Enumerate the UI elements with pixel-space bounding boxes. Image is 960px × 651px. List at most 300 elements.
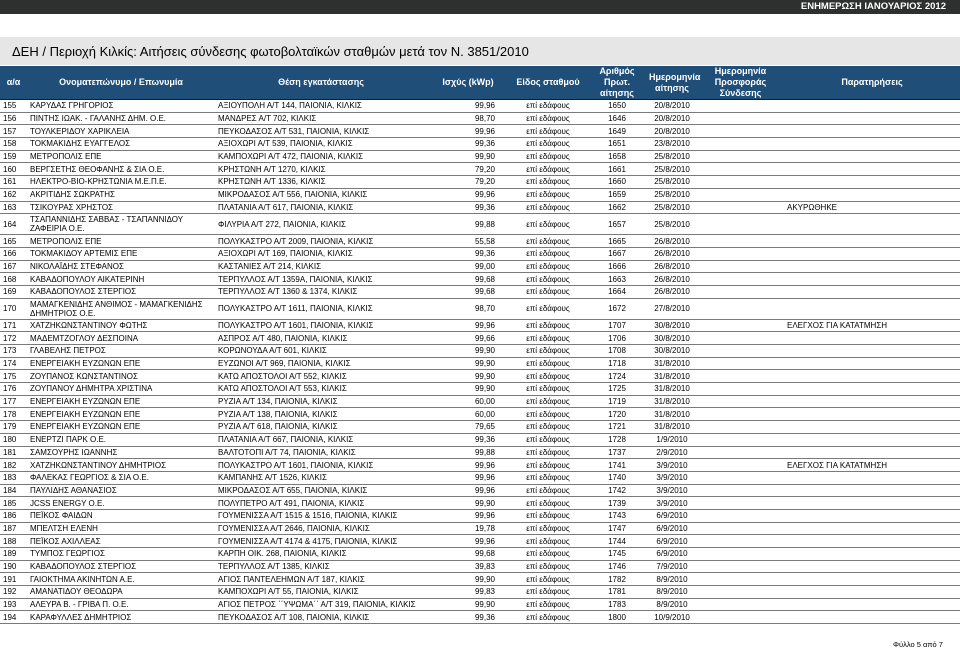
cell-name: ΑΛΕΥΡΑ Β. - ΓΡΙΒΑ Π. Ο.Ε.: [27, 598, 215, 611]
cell-application-date: 31/8/2010: [647, 421, 697, 434]
cell-offer-date: [697, 471, 784, 484]
cell-power: 99,96: [427, 188, 509, 201]
cell-station-type: επί εδάφους: [509, 497, 587, 510]
cell-aa: 175: [0, 370, 27, 383]
cell-name: ΠΙΝΤΗΣ ΙΩΑΚ. - ΓΑΛΑΝΗΣ ΔΗΜ. Ο.Ε.: [27, 112, 215, 125]
cell-power: 60,00: [427, 408, 509, 421]
cell-station-type: επί εδάφους: [509, 150, 587, 163]
cell-power: 99,88: [427, 214, 509, 235]
cell-name: ΓΛΑΒΕΛΗΣ ΠΕΤΡΟΣ: [27, 345, 215, 358]
cell-protocol-number: 1781: [587, 586, 647, 599]
cell-application-date: 3/9/2010: [647, 497, 697, 510]
cell-name: ΚΑΡΥΔΑΣ ΓΡΗΓΟΡΙΟΣ: [27, 100, 215, 113]
cell-power: 99,90: [427, 370, 509, 383]
cell-power: 98,70: [427, 112, 509, 125]
cell-offer-date: [697, 408, 784, 421]
cell-power: 99,96: [427, 484, 509, 497]
cell-location: ΑΣΠΡΟΣ Α/Τ 480, ΠΑΙΟΝΙΑ, ΚΙΛΚΙΣ: [215, 332, 427, 345]
cell-notes: [784, 357, 960, 370]
cell-application-date: 6/9/2010: [647, 522, 697, 535]
cell-location: ΚΑΜΠΑΝΗΣ Α/Τ 1526, ΚΙΛΚΙΣ: [215, 471, 427, 484]
cell-name: ΚΑΡΑΦΥΛΛΕΣ ΔΗΜΗΤΡΙΟΣ: [27, 611, 215, 624]
cell-station-type: επί εδάφους: [509, 112, 587, 125]
cell-location: ΜΙΚΡΟΔΑΣΟΣ Α/Τ 556, ΠΑΙΟΝΙΑ, ΚΙΛΚΙΣ: [215, 188, 427, 201]
cell-power: 99,90: [427, 150, 509, 163]
cell-power: 99,68: [427, 548, 509, 561]
cell-power: 99,68: [427, 273, 509, 286]
cell-notes: [784, 285, 960, 298]
cell-station-type: επί εδάφους: [509, 235, 587, 248]
cell-application-date: 7/9/2010: [647, 560, 697, 573]
cell-power: 99,36: [427, 201, 509, 214]
table-body: [0, 100, 960, 624]
cell-application-date: 6/9/2010: [647, 535, 697, 548]
cell-power: 99,90: [427, 598, 509, 611]
cell-location: ΓΟΥΜΕΝΙΣΣΑ Α/Τ 1515 & 1516, ΠΑΙΟΝΙΑ, ΚΙΛΚΙΣ: [215, 509, 427, 522]
cell-name: JCSS ENERGY Ο.Ε.: [27, 497, 215, 510]
cell-protocol-number: 1658: [587, 150, 647, 163]
cell-aa: 187: [0, 522, 27, 535]
cell-application-date: 26/8/2010: [647, 273, 697, 286]
cell-station-type: επί εδάφους: [509, 446, 587, 459]
cell-station-type: επί εδάφους: [509, 586, 587, 599]
cell-location: ΚΑΣΤΑΝΙΕΣ Α/Τ 214, ΚΙΛΚΙΣ: [215, 260, 427, 273]
cell-notes: [784, 163, 960, 176]
cell-station-type: επί εδάφους: [509, 573, 587, 586]
cell-aa: 178: [0, 408, 27, 421]
cell-location: ΠΕΥΚΟΔΑΣΟΣ Α/Τ 531, ΠΑΙΟΝΙΑ, ΚΙΛΚΙΣ: [215, 125, 427, 138]
cell-aa: 192: [0, 586, 27, 599]
table-row: [0, 509, 960, 522]
cell-offer-date: [697, 535, 784, 548]
cell-aa: 182: [0, 459, 27, 472]
cell-application-date: 8/9/2010: [647, 573, 697, 586]
cell-power: 99,00: [427, 260, 509, 273]
table-row: [0, 522, 960, 535]
table-row: [0, 319, 960, 332]
cell-notes: [784, 408, 960, 421]
cell-offer-date: [697, 125, 784, 138]
cell-protocol-number: 1745: [587, 548, 647, 561]
cell-notes: [784, 345, 960, 358]
table-row: [0, 285, 960, 298]
table-row: [0, 421, 960, 434]
cell-aa: 194: [0, 611, 27, 624]
cell-application-date: 31/8/2010: [647, 357, 697, 370]
cell-offer-date: [697, 319, 784, 332]
cell-notes: ΕΛΕΓΧΟΣ ΓΙΑ ΚΑΤΑΤΜΗΣΗ: [784, 459, 960, 472]
cell-application-date: 25/8/2010: [647, 176, 697, 189]
cell-notes: [784, 298, 960, 319]
page-footer: Φύλλο 5 από 7: [893, 640, 943, 649]
cell-application-date: 26/8/2010: [647, 285, 697, 298]
cell-station-type: επί εδάφους: [509, 471, 587, 484]
cell-station-type: επί εδάφους: [509, 459, 587, 472]
cell-aa: 157: [0, 125, 27, 138]
cell-offer-date: [697, 138, 784, 151]
cell-power: 99,96: [427, 100, 509, 113]
cell-location: ΠΟΛΥΠΕΤΡΟ Α/Τ 491, ΠΑΙΟΝΙΑ, ΚΙΛΚΙΣ: [215, 497, 427, 510]
cell-protocol-number: 1661: [587, 163, 647, 176]
cell-application-date: 8/9/2010: [647, 586, 697, 599]
cell-offer-date: [697, 100, 784, 113]
cell-offer-date: [697, 370, 784, 383]
cell-aa: 171: [0, 319, 27, 332]
cell-power: 99,36: [427, 433, 509, 446]
cell-aa: 162: [0, 188, 27, 201]
cell-offer-date: [697, 260, 784, 273]
cell-protocol-number: 1747: [587, 522, 647, 535]
cell-offer-date: [697, 586, 784, 599]
cell-protocol-number: 1665: [587, 235, 647, 248]
header-row: [0, 66, 960, 100]
cell-protocol-number: 1651: [587, 138, 647, 151]
cell-protocol-number: 1664: [587, 285, 647, 298]
cell-name: ΕΝΕΡΓΕΙΑΚΗ ΕΥΖΩΝΩΝ ΕΠΕ: [27, 357, 215, 370]
cell-notes: [784, 100, 960, 113]
cell-notes: [784, 150, 960, 163]
cell-protocol-number: 1737: [587, 446, 647, 459]
cell-power: 99,36: [427, 138, 509, 151]
cell-station-type: επί εδάφους: [509, 548, 587, 561]
cell-offer-date: [697, 201, 784, 214]
cell-station-type: επί εδάφους: [509, 370, 587, 383]
page-title-bar: [0, 37, 960, 65]
cell-notes: [784, 509, 960, 522]
cell-power: 99,36: [427, 247, 509, 260]
cell-station-type: επί εδάφους: [509, 214, 587, 235]
cell-application-date: 6/9/2010: [647, 509, 697, 522]
cell-location: ΚΡΗΣΤΩΝΗ Α/Τ 1270, ΚΙΛΚΙΣ: [215, 163, 427, 176]
cell-aa: 160: [0, 163, 27, 176]
cell-aa: 179: [0, 421, 27, 434]
cell-notes: ΑΚΥΡΩΘΗΚΕ: [784, 201, 960, 214]
update-label: ΕΝΗΜΕΡΩΣΗ ΙΑΝΟΥΑΡΙΟΣ 2012: [800, 1, 946, 12]
cell-station-type: επί εδάφους: [509, 260, 587, 273]
cell-aa: 176: [0, 383, 27, 396]
cell-name: ΠΕΪΚΟΣ ΦΑΙΔΩΝ: [27, 509, 215, 522]
cell-offer-date: [697, 421, 784, 434]
cell-station-type: επί εδάφους: [509, 176, 587, 189]
cell-station-type: επί εδάφους: [509, 560, 587, 573]
cell-aa: 186: [0, 509, 27, 522]
table-row: [0, 560, 960, 573]
cell-protocol-number: 1746: [587, 560, 647, 573]
cell-location: ΡΥΖΙΑ Α/Τ 138, ΠΑΙΟΝΙΑ, ΚΙΛΚΙΣ: [215, 408, 427, 421]
cell-station-type: επί εδάφους: [509, 395, 587, 408]
cell-aa: 183: [0, 471, 27, 484]
cell-location: ΠΕΥΚΟΔΑΣΟΣ Α/Τ 108, ΠΑΙΟΝΙΑ, ΚΙΛΚΙΣ: [215, 611, 427, 624]
cell-location: ΜΙΚΡΟΔΑΣΟΣ Α/Τ 655, ΠΑΙΟΝΙΑ, ΚΙΛΚΙΣ: [215, 484, 427, 497]
cell-protocol-number: 1800: [587, 611, 647, 624]
table-row: [0, 214, 960, 235]
cell-aa: 191: [0, 573, 27, 586]
cell-offer-date: [697, 446, 784, 459]
cell-name: ΓΑΙΟΚΤΗΜΑ ΑΚΙΝΗΤΩΝ Α.Ε.: [27, 573, 215, 586]
cell-notes: [784, 235, 960, 248]
cell-notes: [784, 560, 960, 573]
cell-aa: 170: [0, 298, 27, 319]
cell-protocol-number: 1724: [587, 370, 647, 383]
cell-name: ΧΑΤΖΗΚΩΝΣΤΑΝΤΙΝΟΥ ΦΩΤΗΣ: [27, 319, 215, 332]
cell-station-type: επί εδάφους: [509, 345, 587, 358]
table-row: [0, 112, 960, 125]
cell-power: 79,65: [427, 421, 509, 434]
cell-station-type: επί εδάφους: [509, 332, 587, 345]
cell-location: ΠΛΑΤΑΝΙΑ Α/Τ 617, ΠΑΙΟΝΙΑ, ΚΙΛΚΙΣ: [215, 201, 427, 214]
cell-location: ΚΑΤΩ ΑΠΟΣΤΟΛΟΙ Α/Τ 552, ΚΙΛΚΙΣ: [215, 370, 427, 383]
cell-application-date: 31/8/2010: [647, 395, 697, 408]
table-row: [0, 598, 960, 611]
cell-notes: [784, 112, 960, 125]
cell-location: ΑΓΙΟΣ ΠΑΝΤΕΛΕΗΜΩΝ Α/Τ 187, ΚΙΛΚΙΣ: [215, 573, 427, 586]
table-row: [0, 235, 960, 248]
cell-location: ΤΕΡΠΥΛΛΟΣ Α/Τ 1360 & 1374, ΚΙΛΚΙΣ: [215, 285, 427, 298]
cell-location: ΠΟΛΥΚΑΣΤΡΟ Α/Τ 1601, ΠΑΙΟΝΙΑ, ΚΙΛΚΙΣ: [215, 459, 427, 472]
cell-name: ΧΑΤΖΗΚΩΝΣΤΑΝΤΙΝΟΥ ΔΗΜΗΤΡΙΟΣ: [27, 459, 215, 472]
cell-protocol-number: 1672: [587, 298, 647, 319]
cell-protocol-number: 1782: [587, 573, 647, 586]
cell-name: ΠΑΥΛΙΔΗΣ ΑΘΑΝΑΣΙΟΣ: [27, 484, 215, 497]
cell-power: 99,90: [427, 383, 509, 396]
cell-aa: 184: [0, 484, 27, 497]
cell-application-date: 20/8/2010: [647, 125, 697, 138]
cell-application-date: 1/9/2010: [647, 433, 697, 446]
cell-aa: 164: [0, 214, 27, 235]
cell-aa: 167: [0, 260, 27, 273]
cell-location: ΓΟΥΜΕΝΙΣΣΑ Α/Τ 4174 & 4175, ΠΑΙΟΝΙΑ, ΚΙΛΚΙΣ: [215, 535, 427, 548]
cell-aa: 158: [0, 138, 27, 151]
cell-notes: [784, 332, 960, 345]
cell-aa: 193: [0, 598, 27, 611]
cell-aa: 159: [0, 150, 27, 163]
cell-location: ΦΙΛΥΡΙΑ Α/Τ 272, ΠΑΙΟΝΙΑ, ΚΙΛΚΙΣ: [215, 214, 427, 235]
cell-name: ΒΕΡΓΣΕΤΗΣ ΘΕΟΦΑΝΗΣ & ΣΙΑ Ο.Ε.: [27, 163, 215, 176]
cell-station-type: επί εδάφους: [509, 201, 587, 214]
cell-application-date: 30/8/2010: [647, 332, 697, 345]
cell-name: ΜΕΤΡΟΠΟΛΙΣ ΕΠΕ: [27, 150, 215, 163]
table-row: [0, 586, 960, 599]
cell-application-date: 3/9/2010: [647, 471, 697, 484]
cell-offer-date: [697, 459, 784, 472]
table-row: [0, 433, 960, 446]
cell-station-type: επί εδάφους: [509, 509, 587, 522]
cell-application-date: 3/9/2010: [647, 459, 697, 472]
cell-protocol-number: 1725: [587, 383, 647, 396]
cell-station-type: επί εδάφους: [509, 163, 587, 176]
cell-name: ΣΑΜΣΟΥΡΗΣ ΙΩΑΝΝΗΣ: [27, 446, 215, 459]
cell-protocol-number: 1783: [587, 598, 647, 611]
cell-station-type: επί εδάφους: [509, 188, 587, 201]
table-row: [0, 357, 960, 370]
cell-power: 39,83: [427, 560, 509, 573]
cell-offer-date: [697, 163, 784, 176]
applications-table: [0, 66, 960, 624]
cell-protocol-number: 1741: [587, 459, 647, 472]
cell-station-type: επί εδάφους: [509, 125, 587, 138]
cell-station-type: επί εδάφους: [509, 598, 587, 611]
cell-location: ΕΥΖΩΝΟΙ Α/Τ 969, ΠΑΙΟΝΙΑ, ΚΙΛΚΙΣ: [215, 357, 427, 370]
table-row: [0, 408, 960, 421]
cell-application-date: 20/8/2010: [647, 112, 697, 125]
cell-station-type: επί εδάφους: [509, 138, 587, 151]
cell-name: ΕΝΕΡΓΕΙΑΚΗ ΕΥΖΩΝΩΝ ΕΠΕ: [27, 395, 215, 408]
cell-power: 99,96: [427, 125, 509, 138]
cell-application-date: 26/8/2010: [647, 235, 697, 248]
cell-name: ΤΥΜΠΟΣ ΓΕΩΡΓΙΟΣ: [27, 548, 215, 561]
table-row: [0, 332, 960, 345]
cell-aa: 172: [0, 332, 27, 345]
cell-power: 99,36: [427, 611, 509, 624]
cell-protocol-number: 1707: [587, 319, 647, 332]
cell-location: ΡΥΖΙΑ Α/Τ 618, ΠΑΙΟΝΙΑ, ΚΙΛΚΙΣ: [215, 421, 427, 434]
cell-notes: [784, 611, 960, 624]
cell-station-type: επί εδάφους: [509, 319, 587, 332]
cell-station-type: επί εδάφους: [509, 357, 587, 370]
cell-application-date: 30/8/2010: [647, 319, 697, 332]
cell-location: ΚΑΜΠΟΧΩΡΙ Α/Τ 472, ΠΑΙΟΝΙΑ, ΚΙΛΚΙΣ: [215, 150, 427, 163]
cell-notes: [784, 598, 960, 611]
cell-name: ΖΟΥΠΑΝΟΥ ΔΗΜΗΤΡΑ ΧΡΙΣΤΙΝΑ: [27, 383, 215, 396]
cell-name: ΜΠΕΛΤΣΗ ΕΛΕΝΗ: [27, 522, 215, 535]
table-row: [0, 383, 960, 396]
cell-station-type: επί εδάφους: [509, 298, 587, 319]
cell-name: ΤΟΥΛΚΕΡΙΔΟΥ ΧΑΡΙΚΛΕΙΑ: [27, 125, 215, 138]
cell-power: 98,70: [427, 298, 509, 319]
cell-protocol-number: 1708: [587, 345, 647, 358]
cell-notes: [784, 125, 960, 138]
cell-application-date: 31/8/2010: [647, 383, 697, 396]
cell-location: ΑΞΙΟΥΠΟΛΗ Α/Τ 144, ΠΑΙΟΝΙΑ, ΚΙΛΚΙΣ: [215, 100, 427, 113]
cell-name: ΦΑΛΕΚΑΣ ΓΕΩΡΓΙΟΣ & ΣΙΑ Ο.Ε.: [27, 471, 215, 484]
cell-power: 99,96: [427, 319, 509, 332]
cell-power: 99,96: [427, 509, 509, 522]
cell-application-date: 8/9/2010: [647, 598, 697, 611]
cell-station-type: επί εδάφους: [509, 408, 587, 421]
cell-aa: 177: [0, 395, 27, 408]
cell-protocol-number: 1650: [587, 100, 647, 113]
cell-offer-date: [697, 560, 784, 573]
cell-aa: 185: [0, 497, 27, 510]
cell-offer-date: [697, 150, 784, 163]
cell-application-date: 10/9/2010: [647, 611, 697, 624]
col-header-power: Ισχύς (kWp): [427, 66, 509, 100]
page-title: ΔΕΗ / Περιοχή Κιλκίς: Αιτήσεις σύνδεσης φωτοβολταϊκών σταθμών μετά τον Ν. 3851/2010: [12, 44, 529, 59]
cell-offer-date: [697, 522, 784, 535]
cell-location: ΚΑΜΠΟΧΩΡΙ Α/Τ 55, ΠΑΙΟΝΙΑ, ΚΙΛΚΙΣ: [215, 586, 427, 599]
table-row: [0, 188, 960, 201]
cell-notes: [784, 273, 960, 286]
cell-protocol-number: 1659: [587, 188, 647, 201]
cell-offer-date: [697, 332, 784, 345]
cell-protocol-number: 1720: [587, 408, 647, 421]
cell-notes: [784, 188, 960, 201]
cell-protocol-number: 1742: [587, 484, 647, 497]
cell-power: 19,78: [427, 522, 509, 535]
cell-location: ΚΑΤΩ ΑΠΟΣΤΟΛΟΙ Α/Τ 553, ΚΙΛΚΙΣ: [215, 383, 427, 396]
cell-notes: [784, 497, 960, 510]
cell-aa: 174: [0, 357, 27, 370]
table-row: [0, 247, 960, 260]
cell-application-date: 2/9/2010: [647, 446, 697, 459]
cell-protocol-number: 1744: [587, 535, 647, 548]
cell-notes: [784, 548, 960, 561]
cell-notes: [784, 247, 960, 260]
cell-location: ΒΑΛΤΟΤΟΠΙ Α/Τ 74, ΠΑΙΟΝΙΑ, ΚΙΛΚΙΣ: [215, 446, 427, 459]
cell-offer-date: [697, 345, 784, 358]
cell-offer-date: [697, 298, 784, 319]
cell-application-date: 25/8/2010: [647, 214, 697, 235]
cell-offer-date: [697, 188, 784, 201]
cell-notes: [784, 586, 960, 599]
cell-notes: [784, 260, 960, 273]
cell-power: 99,90: [427, 573, 509, 586]
cell-aa: 190: [0, 560, 27, 573]
table-row: [0, 548, 960, 561]
cell-protocol-number: 1667: [587, 247, 647, 260]
cell-power: 79,20: [427, 163, 509, 176]
cell-protocol-number: 1740: [587, 471, 647, 484]
cell-power: 99,96: [427, 459, 509, 472]
cell-protocol-number: 1663: [587, 273, 647, 286]
cell-station-type: επί εδάφους: [509, 611, 587, 624]
cell-power: 99,96: [427, 471, 509, 484]
cell-notes: [784, 214, 960, 235]
cell-notes: [784, 176, 960, 189]
cell-protocol-number: 1739: [587, 497, 647, 510]
cell-power: 99,96: [427, 535, 509, 548]
cell-notes: [784, 395, 960, 408]
table-row: [0, 395, 960, 408]
col-header-protocol-number: Αριθμός Πρωτ. αίτησης: [587, 66, 647, 100]
table-row: [0, 125, 960, 138]
cell-application-date: 6/9/2010: [647, 548, 697, 561]
table-row: [0, 611, 960, 624]
cell-application-date: 26/8/2010: [647, 260, 697, 273]
cell-notes: [784, 138, 960, 151]
cell-name: ΠΕΪΚΟΣ ΑΧΙΛΛΕΑΣ: [27, 535, 215, 548]
table-row: [0, 100, 960, 113]
table-row: [0, 345, 960, 358]
cell-aa: 173: [0, 345, 27, 358]
cell-application-date: 31/8/2010: [647, 370, 697, 383]
cell-aa: 168: [0, 273, 27, 286]
cell-offer-date: [697, 357, 784, 370]
cell-station-type: επί εδάφους: [509, 273, 587, 286]
table-row: [0, 298, 960, 319]
cell-offer-date: [697, 395, 784, 408]
cell-application-date: 31/8/2010: [647, 408, 697, 421]
col-header-application-date: Ημερομηνία αίτησης: [647, 66, 697, 100]
col-header-aa: α/α: [0, 66, 27, 100]
col-header-name: Ονοματεπώνυμο / Επωνυμία: [27, 66, 215, 100]
cell-application-date: 25/8/2010: [647, 150, 697, 163]
cell-power: 55,58: [427, 235, 509, 248]
cell-location: ΑΓΙΟΣ ΠΕΤΡΟΣ ΄΄ΥΨΩΜΑ΄΄ Α/Τ 319, ΠΑΙΟΝΙΑ, ΚΙΛΚΙΣ: [215, 598, 427, 611]
cell-offer-date: [697, 497, 784, 510]
cell-notes: [784, 446, 960, 459]
top-banner: [0, 0, 960, 14]
cell-aa: 180: [0, 433, 27, 446]
cell-station-type: επί εδάφους: [509, 247, 587, 260]
cell-location: ΜΑΝΔΡΕΣ Α/Τ 702, ΚΙΛΚΙΣ: [215, 112, 427, 125]
cell-location: ΠΟΛΥΚΑΣΤΡΟ Α/Τ 1611, ΠΑΙΟΝΙΑ, ΚΙΛΚΙΣ: [215, 298, 427, 319]
col-header-station-type: Είδος σταθμού: [509, 66, 587, 100]
cell-name: ΤΟΚΜΑΚΙΔΟΥ ΑΡΤΕΜΙΣ ΕΠΕ: [27, 247, 215, 260]
cell-name: ΗΛΕΚΤΡΟ-ΒΙΟ-ΚΡΗΣΤΩΝΙΑ Μ.Ε.Π.Ε.: [27, 176, 215, 189]
cell-location: ΚΑΡΠΗ ΟΙΚ. 268, ΠΑΙΟΝΙΑ, ΚΙΛΚΙΣ: [215, 548, 427, 561]
cell-power: 99,68: [427, 285, 509, 298]
